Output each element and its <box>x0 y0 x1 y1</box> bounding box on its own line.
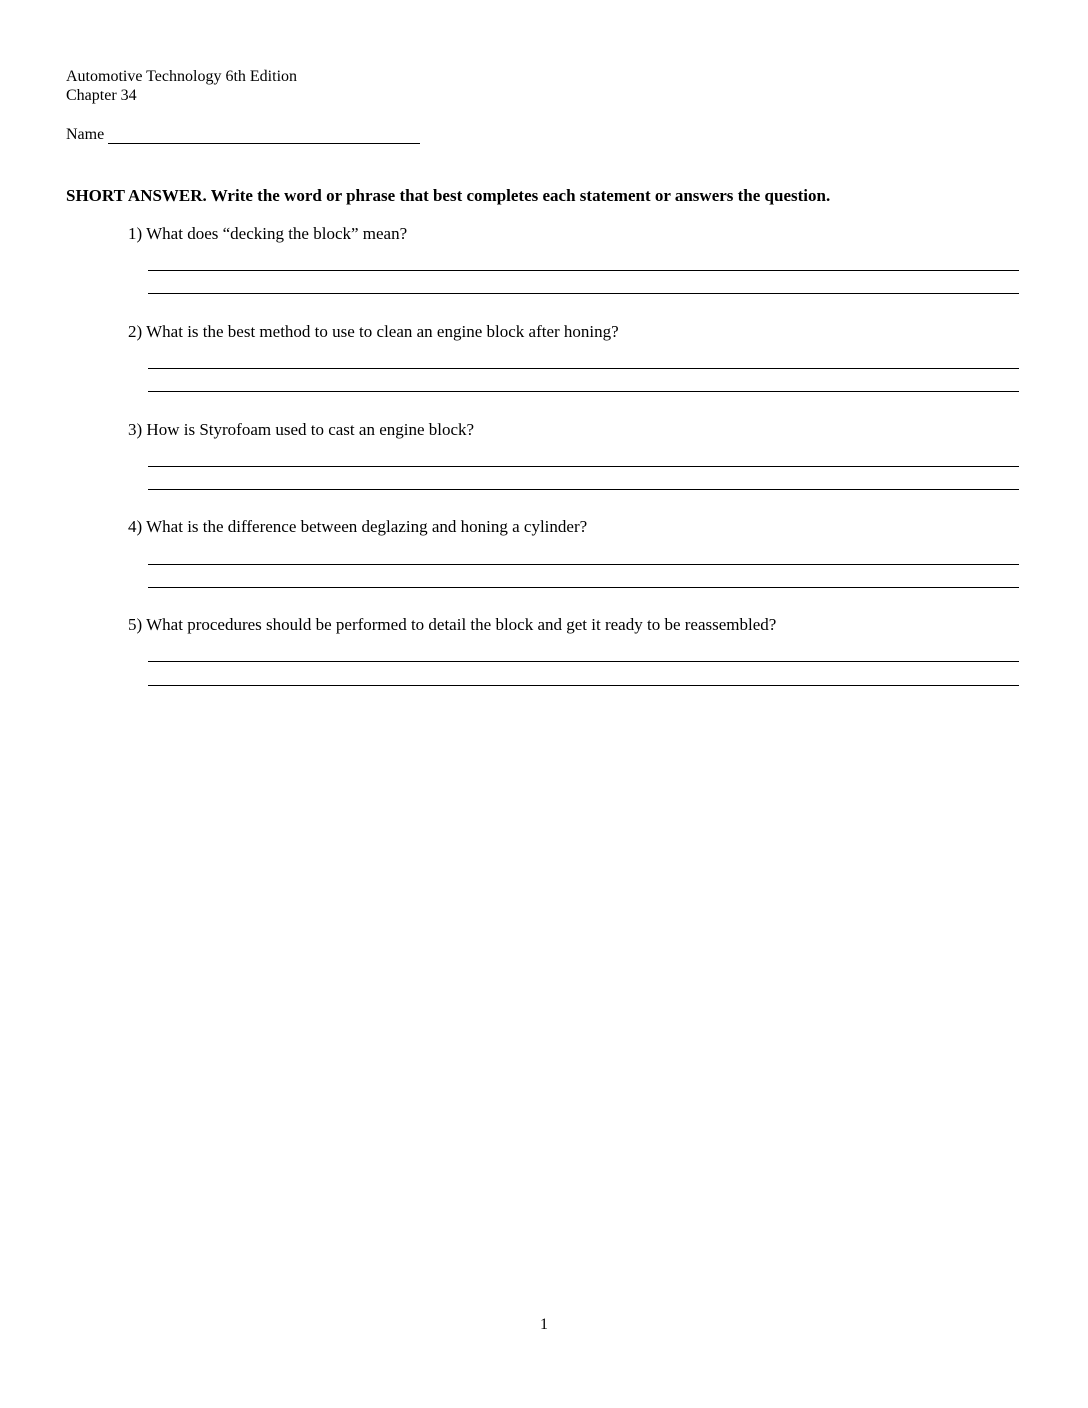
question-number: 3) <box>128 420 143 439</box>
question-text: How is Styrofoam used to cast an engine block? <box>146 420 475 439</box>
question-1 <box>128 224 407 244</box>
question-text: What procedures should be performed to detail the block and get it ready to be reassembled? <box>146 615 777 634</box>
page-number: 1 <box>540 1316 548 1333</box>
question-2 <box>128 322 619 342</box>
answer-line[interactable] <box>148 489 1019 490</box>
answer-line[interactable] <box>148 564 1019 565</box>
answer-line[interactable] <box>148 391 1019 392</box>
question-4 <box>128 517 587 537</box>
answer-line[interactable] <box>148 466 1019 467</box>
name-answer-line[interactable] <box>108 143 420 144</box>
question-number: 4) <box>128 517 143 536</box>
question-5 <box>128 615 776 635</box>
question-text: What is the best method to use to clean an engine block after honing? <box>146 322 619 341</box>
chapter-label: Chapter 34 <box>66 87 137 104</box>
answer-line[interactable] <box>148 661 1019 662</box>
answer-line[interactable] <box>148 685 1019 686</box>
answer-line[interactable] <box>148 368 1019 369</box>
question-text: What is the difference between deglazing and honing a cylinder? <box>146 517 588 536</box>
question-3 <box>128 420 474 440</box>
answer-line[interactable] <box>148 293 1019 294</box>
answer-line[interactable] <box>148 270 1019 271</box>
answer-line[interactable] <box>148 587 1019 588</box>
question-number: 1) <box>128 224 143 243</box>
question-number: 5) <box>128 615 143 634</box>
name-label: Name <box>66 126 105 143</box>
section-instructions: SHORT ANSWER. Write the word or phrase that best completes each statement or answers the question. <box>66 186 831 205</box>
question-number: 2) <box>128 322 143 341</box>
book-title: Automotive Technology 6th Edition <box>66 68 298 85</box>
question-text: What does “decking the block” mean? <box>146 224 408 243</box>
